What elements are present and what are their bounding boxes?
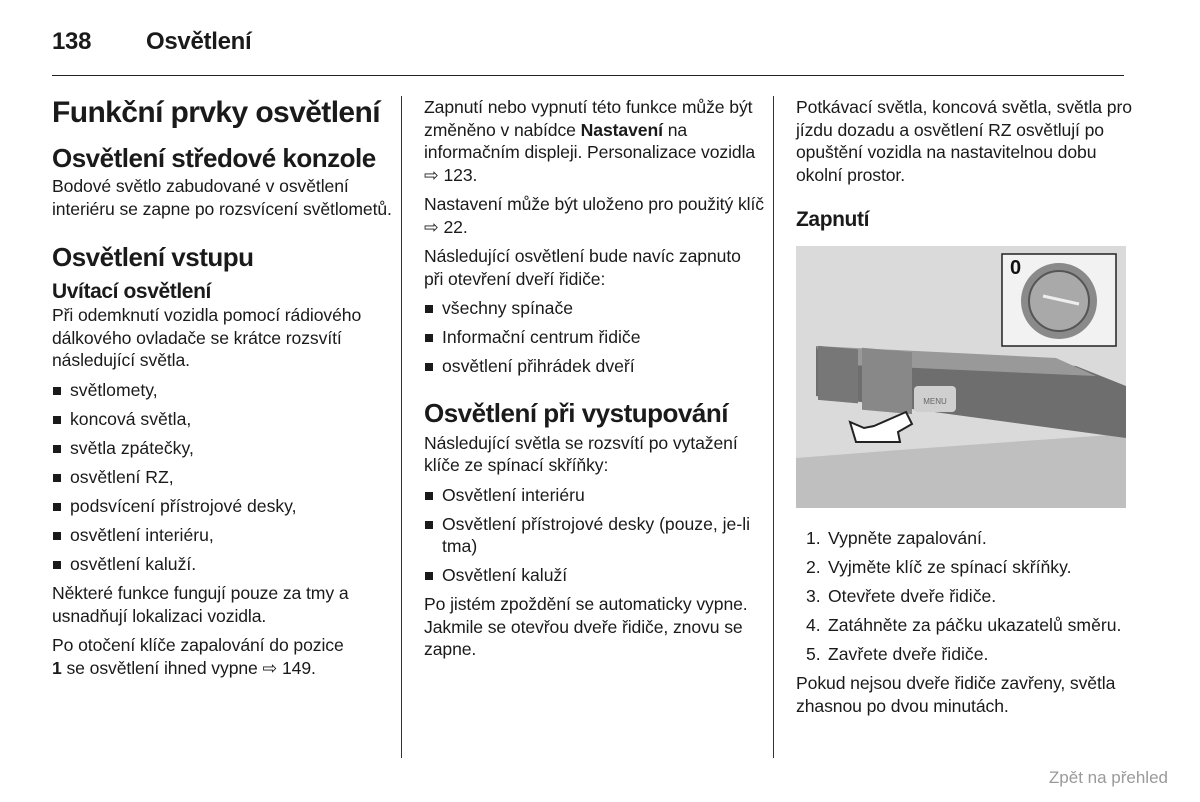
- reference-arrow-icon: ⇨: [424, 164, 439, 185]
- exit-lights-list: [424, 484, 764, 587]
- list-item: Osvětlení kaluží: [424, 564, 764, 587]
- menu-name: Nastavení: [580, 119, 663, 140]
- reference-arrow-icon: ⇨: [262, 657, 278, 678]
- heading-switch-on: Zapnutí: [796, 208, 870, 231]
- page-reference[interactable]: ⇨ 123.: [424, 164, 478, 185]
- chapter-title: Osvětlení: [146, 28, 252, 55]
- column-divider: [401, 96, 402, 758]
- welcome-lights-list: [52, 379, 392, 576]
- list-item: 1. Vypněte zapalování.: [806, 528, 987, 548]
- list-item: osvětlení kaluží.: [52, 553, 392, 576]
- ignition-position: 1: [52, 657, 62, 678]
- list-item: osvětlení RZ,: [52, 466, 392, 489]
- paragraph-additional: Následující osvětlení bude navíc zapnuto při otevření dveří řidiče:: [424, 246, 741, 289]
- paragraph-exit-lights: Potkávací světla, koncová světla, světla pro jízdu dozadu a osvětlení RZ osvětlují po opuštění vozidla na nastavitelnou dobu okolní prostor.: [796, 97, 1132, 185]
- paragraph-settings: Zapnutí nebo vypnutí této funkce může být změněno v nabídce Nastavení na informačním displeji. Personalizace vozidla ⇨ 123.: [424, 97, 756, 185]
- list-item: 3. Otevřete dveře řidiče.: [806, 586, 997, 607]
- list-item: Osvětlení interiéru: [424, 484, 764, 507]
- page-reference[interactable]: ⇨ 22.: [424, 216, 468, 237]
- list-item: osvětlení přihrádek dveří: [424, 355, 764, 378]
- subsection-title-exit: Osvětlení při vystupování: [424, 397, 728, 428]
- paragraph-exit: Následující světla se rozsvítí po vytažení klíče ze spínací skříňky:: [424, 432, 738, 476]
- list-item: 2. Vyjměte klíč ze spínací skříňky.: [806, 557, 1072, 578]
- paragraph-console: Bodové světlo zabudované v osvětlení interiéru se zapne po rozsvícení světlometů.: [52, 176, 392, 219]
- list-item: Osvětlení přístrojové desky (pouze, je-li tma): [424, 513, 764, 558]
- section-title: Funkční prvky osvětlení: [52, 96, 380, 129]
- column-left: [52, 96, 392, 686]
- list-item: světla zpátečky,: [52, 437, 392, 460]
- paragraph-ignition: Po otočení klíče zapalování do pozice 1 se osvětlení ihned vypne ⇨ 149.: [52, 635, 344, 678]
- list-item: 4. Zatáhněte za páčku ukazatelů směru.: [806, 615, 1122, 636]
- subsection-title-console: Osvětlení středové konzole: [52, 143, 376, 173]
- steps-list: [796, 527, 1136, 666]
- page-header: [52, 28, 1124, 76]
- paragraph-key: Nastavení může být uloženo pro použitý klíč ⇨ 22.: [424, 194, 764, 237]
- list-item: světlomety,: [52, 379, 392, 402]
- back-to-overview-link[interactable]: Zpět na přehled: [1048, 768, 1168, 787]
- menu-button-label: MENU: [923, 397, 947, 406]
- column-middle: [424, 96, 764, 668]
- list-item: koncová světla,: [52, 408, 392, 431]
- reference-arrow-icon: ⇨: [424, 216, 439, 237]
- lever-diagram: [796, 246, 1126, 508]
- page-number: 138: [52, 28, 92, 55]
- column-right: [796, 96, 1136, 724]
- ignition-position-label: 0: [1010, 257, 1022, 279]
- list-item: všechny spínače: [424, 297, 764, 320]
- list-item: osvětlení interiéru,: [52, 524, 392, 547]
- list-item: Informační centrum řidiče: [424, 326, 764, 349]
- paragraph-darkness: Některé funkce fungují pouze za tmy a usnadňují lokalizaci vozidla.: [52, 583, 349, 626]
- subsection-title-entry: Osvětlení vstupu: [52, 242, 254, 272]
- column-divider: [773, 96, 774, 758]
- heading-welcome-lighting: Uvítací osvětlení: [52, 280, 211, 303]
- paragraph-door-closed: Pokud nejsou dveře řidiče zavřeny, světla zhasnou po dvou minutách.: [796, 673, 1116, 716]
- list-item: podsvícení přístrojové desky,: [52, 495, 392, 518]
- paragraph-welcome: Při odemknutí vozidla pomocí rádiového dálkového ovladače se krátce rozsvítí následující světla.: [52, 305, 362, 370]
- list-item: 5. Zavřete dveře řidiče.: [806, 644, 989, 665]
- turn-signal-lever-illustration: [796, 246, 1126, 508]
- page-reference[interactable]: ⇨ 149.: [262, 657, 316, 678]
- paragraph-delay: Po jistém zpoždění se automaticky vypne. Jakmile se otevřou dveře řidiče, znovu se zapne.: [424, 594, 748, 660]
- door-lights-list: [424, 297, 764, 378]
